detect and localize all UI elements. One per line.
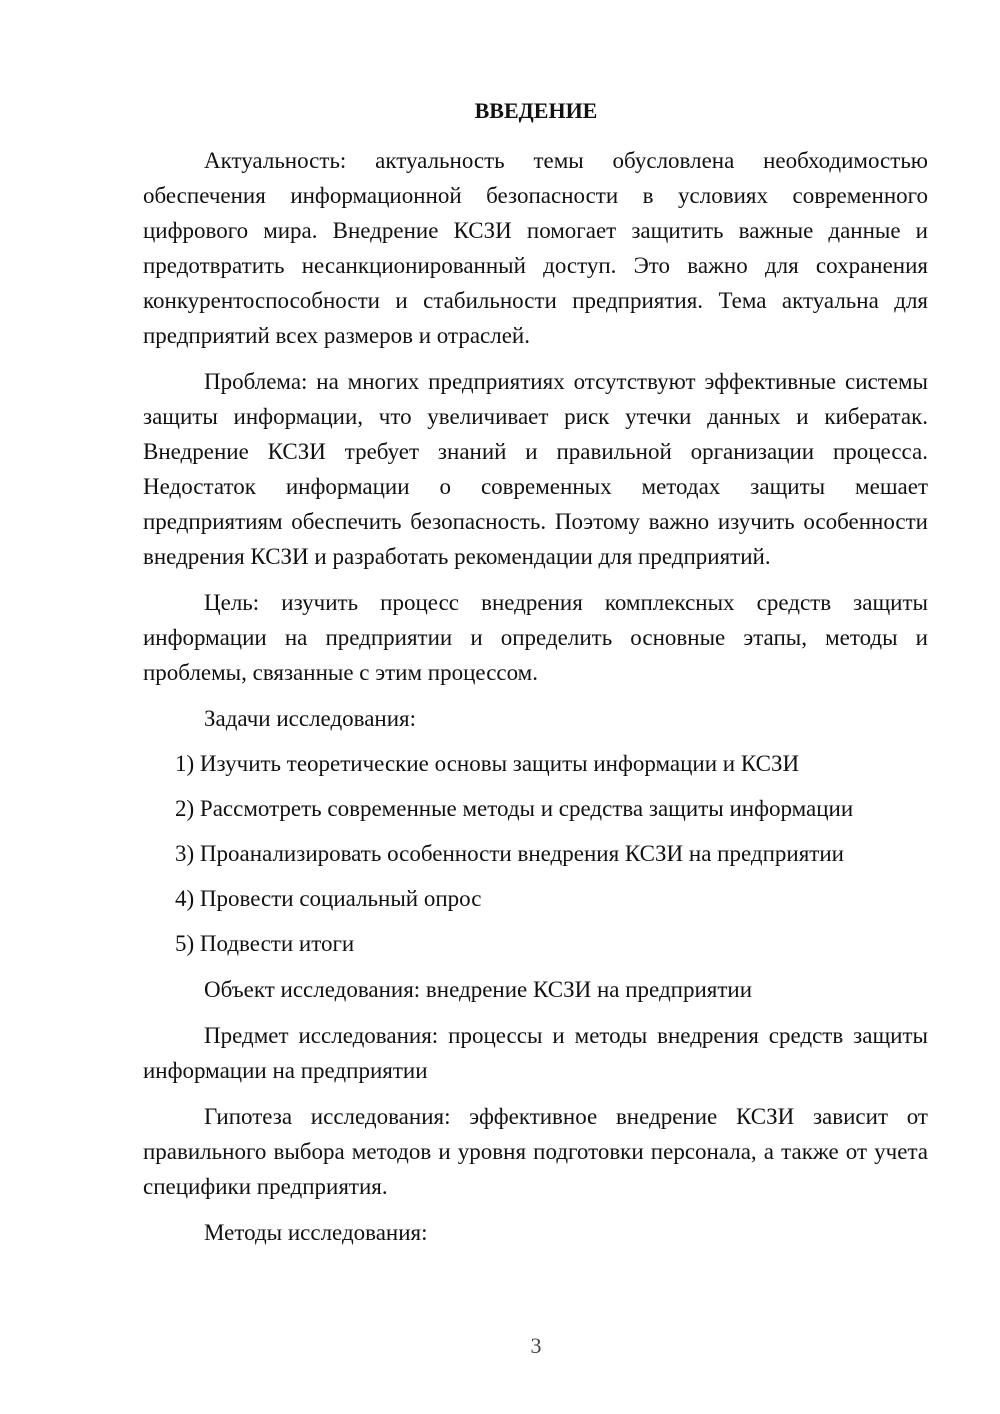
hypothesis-paragraph: Гипотеза исследования: эффективное внедрение КСЗИ зависит от правильного выбора методов и уровня подготовки персонала, а также от учета специфики предприятия. [143, 1104, 928, 1199]
section-title: ВВЕДЕНИЕ [474, 98, 598, 123]
subject-paragraph: Предмет исследования: процессы и методы внедрения средств защиты информации на предприятии [143, 1023, 928, 1083]
problem-paragraph: Проблема: на многих предприятиях отсутствуют эффективные системы защиты информации, что увеличивает риск утечки данных и кибератак. Внедрение КСЗИ требует знаний и правильной организации процесса. Недостаток информации о современных методах защиты мешает предприятиям обеспечить безопасность. Поэтому важно изучить особенности внедрения КСЗИ и разработать рекомендации для предприятий. [143, 369, 928, 569]
tasks-heading: Задачи исследования: [204, 706, 417, 731]
list-item: 5) Подвести итоги [175, 931, 355, 956]
list-item: 2) Рассмотреть современные методы и средства защиты информации [175, 796, 854, 821]
methods-heading: Методы исследования: [204, 1220, 428, 1245]
page-number: 3 [530, 1333, 542, 1358]
document-body [143, 143, 928, 1250]
goal-paragraph: Цель: изучить процесс внедрения комплексных средств защиты информации на предприятии и определить основные этапы, методы и проблемы, связанные с этим процессом. [143, 590, 928, 685]
tasks-list [143, 746, 928, 961]
list-item: 3) Проанализировать особенности внедрения КСЗИ на предприятии [175, 841, 844, 866]
list-item: 1) Изучить теоретические основы защиты информации и КСЗИ [175, 751, 800, 776]
list-item: 4) Провести социальный опрос [175, 886, 482, 911]
relevance-paragraph: Актуальность: актуальность темы обусловлена необходимостью обеспечения информационной безопасности в условиях современного цифрового мира. Внедрение КСЗИ помогает защитить важные данные и предотвратить несанкционированный доступ. Это важно для сохранения конкурентоспособности и стабильности предприятия. Тема актуальна для предприятий всех размеров и отраслей. [143, 148, 928, 348]
object-paragraph: Объект исследования: внедрение КСЗИ на предприятии [204, 977, 753, 1002]
